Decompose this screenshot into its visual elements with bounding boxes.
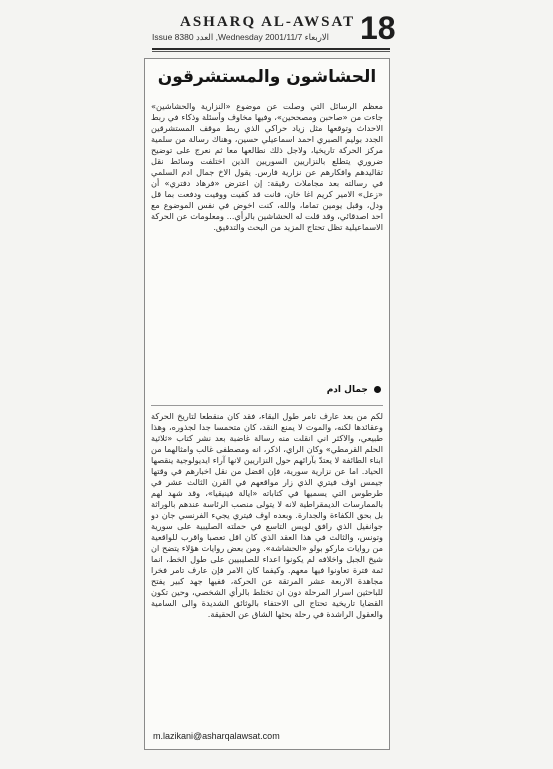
author-email: m.lazikani@asharqalawsat.com (153, 731, 280, 741)
masthead (152, 14, 392, 46)
byline-name: جمال ادم (326, 385, 368, 395)
article-headline: الحشاشون والمستشرقون (157, 67, 377, 87)
masthead-rule-thin (152, 51, 390, 52)
masthead-issue: Issue 8380 العدد ,Wednesday 2001/11/7 الاربعاء (152, 32, 330, 42)
section-divider (151, 405, 383, 406)
article-clipping (144, 58, 390, 750)
article-paragraph-1: معظم الرسائل التي وصلت عن موضوع «النزارية والحشاشين» جاءت من «صاحبن ومصححين»، وفيها مخاوف وأسئلة وذكاء في ربط الاحداث وتوقعها مثل زياد حراكي الذي ربط موقف المستشرقين الجدد بوليم الصبري احمد اسماعيلي حسين، وهناك رسالة من سلمية مركز الحركة تاريخيا، ولاجل ذلك نطالعها معا ثم نعرج على توضيح ضروري يتطلع بالنزاريين السوريين الذين اختلفت وسائط نقل تقاليدهم وافكارهم عن نزارية فارس. يقول الاخ جمال ادم السلمي في رسالته بعد مجاملات رقيقة: إن اعترض «فرهاد دفتري» أن «زعل» الامير كريم اغا خان، فانت قد كفيت ووفيت ودفعت بما قل ودل، وقبل يومين تماما، والله، كنت اخوض في نفس الموضوع مع احد اصدقائي، وقد قلت له الحشاشين بالرأي... ومعلومات عن الحركة الاسماعيلية تظل تحتاج المزيد من البحث والتدقيق. (151, 101, 383, 232)
article-paragraph-2: لكم من بعد عارف تامر طول البقاء، فقد كان منقطعا لتاريخ الحركة وعقائدها لكنه، والموت لا يمنع النقد، كان متحمسا جدا لجذوره، وهذا طبيعي، والاكثر اني انقلت منه رسالة غاضبة بعد نشر كتاب «ثلاثية الحلم القرمطي» وكان الراي، اذكر، انه ومصطفى غالب وامثالهما من ابناء الطائفة لا يعتدّ بآرائهم حول النزاريين لانها آراء ايديولوجية ينقصها الحياد. اما عن نزارية سورية، فإن افضل من نقل اخبارهم في وقتها جيمس اوف فيتري الذي زار مواقعهم في القرن الثالث عشر في طرطوس التي يسميها في كتاباته «ايالة فينيقيا»، وقد شهد لهم بالممارسات الديمقراطية لانه لا يتولى منصب الرئاسة عندهم بالوراثة بل بحق الكفاءة والجدارة. وبعده اوف فيتري يجيء الفرنسي جان دو جوانفيل الذي رافق لويس التاسع في حملته الصليبية على سورية وتونس، والثالث في هذا العقد الذي كان اقل تعصبا واقرب للواقعية من روايات ماركو بولو «الحشاشة». ومن بعض روايات هؤلاء يتضح ان شيخ الجبل واخلافه لم يكونوا اعداء للصليبيين على طول الخط، انما ثمة فترة تعاونوا فيها معهم. وكيفما كان الامر فإن عارف تامر فخرا مجاهدة الاربعة عشر المرتقة عن الحركة، ففيها جهد كبير يفتح للباحثين اسرار المرحلة دون ان تختلط بالرأي الشخصي، وحين تكون القضايا تاريخية تحتاج الى الاحتفاء بالوثائق الشديدة والى السامية والعقول الراشدة في رحلة بحثها الشاق عن الحقيقة. (151, 411, 383, 619)
byline (327, 385, 381, 395)
bullet-icon (374, 386, 381, 393)
masthead-rule (152, 48, 390, 50)
page-number: 18 (360, 10, 396, 46)
masthead-name: ASHARQ AL-AWSAT (180, 14, 356, 30)
